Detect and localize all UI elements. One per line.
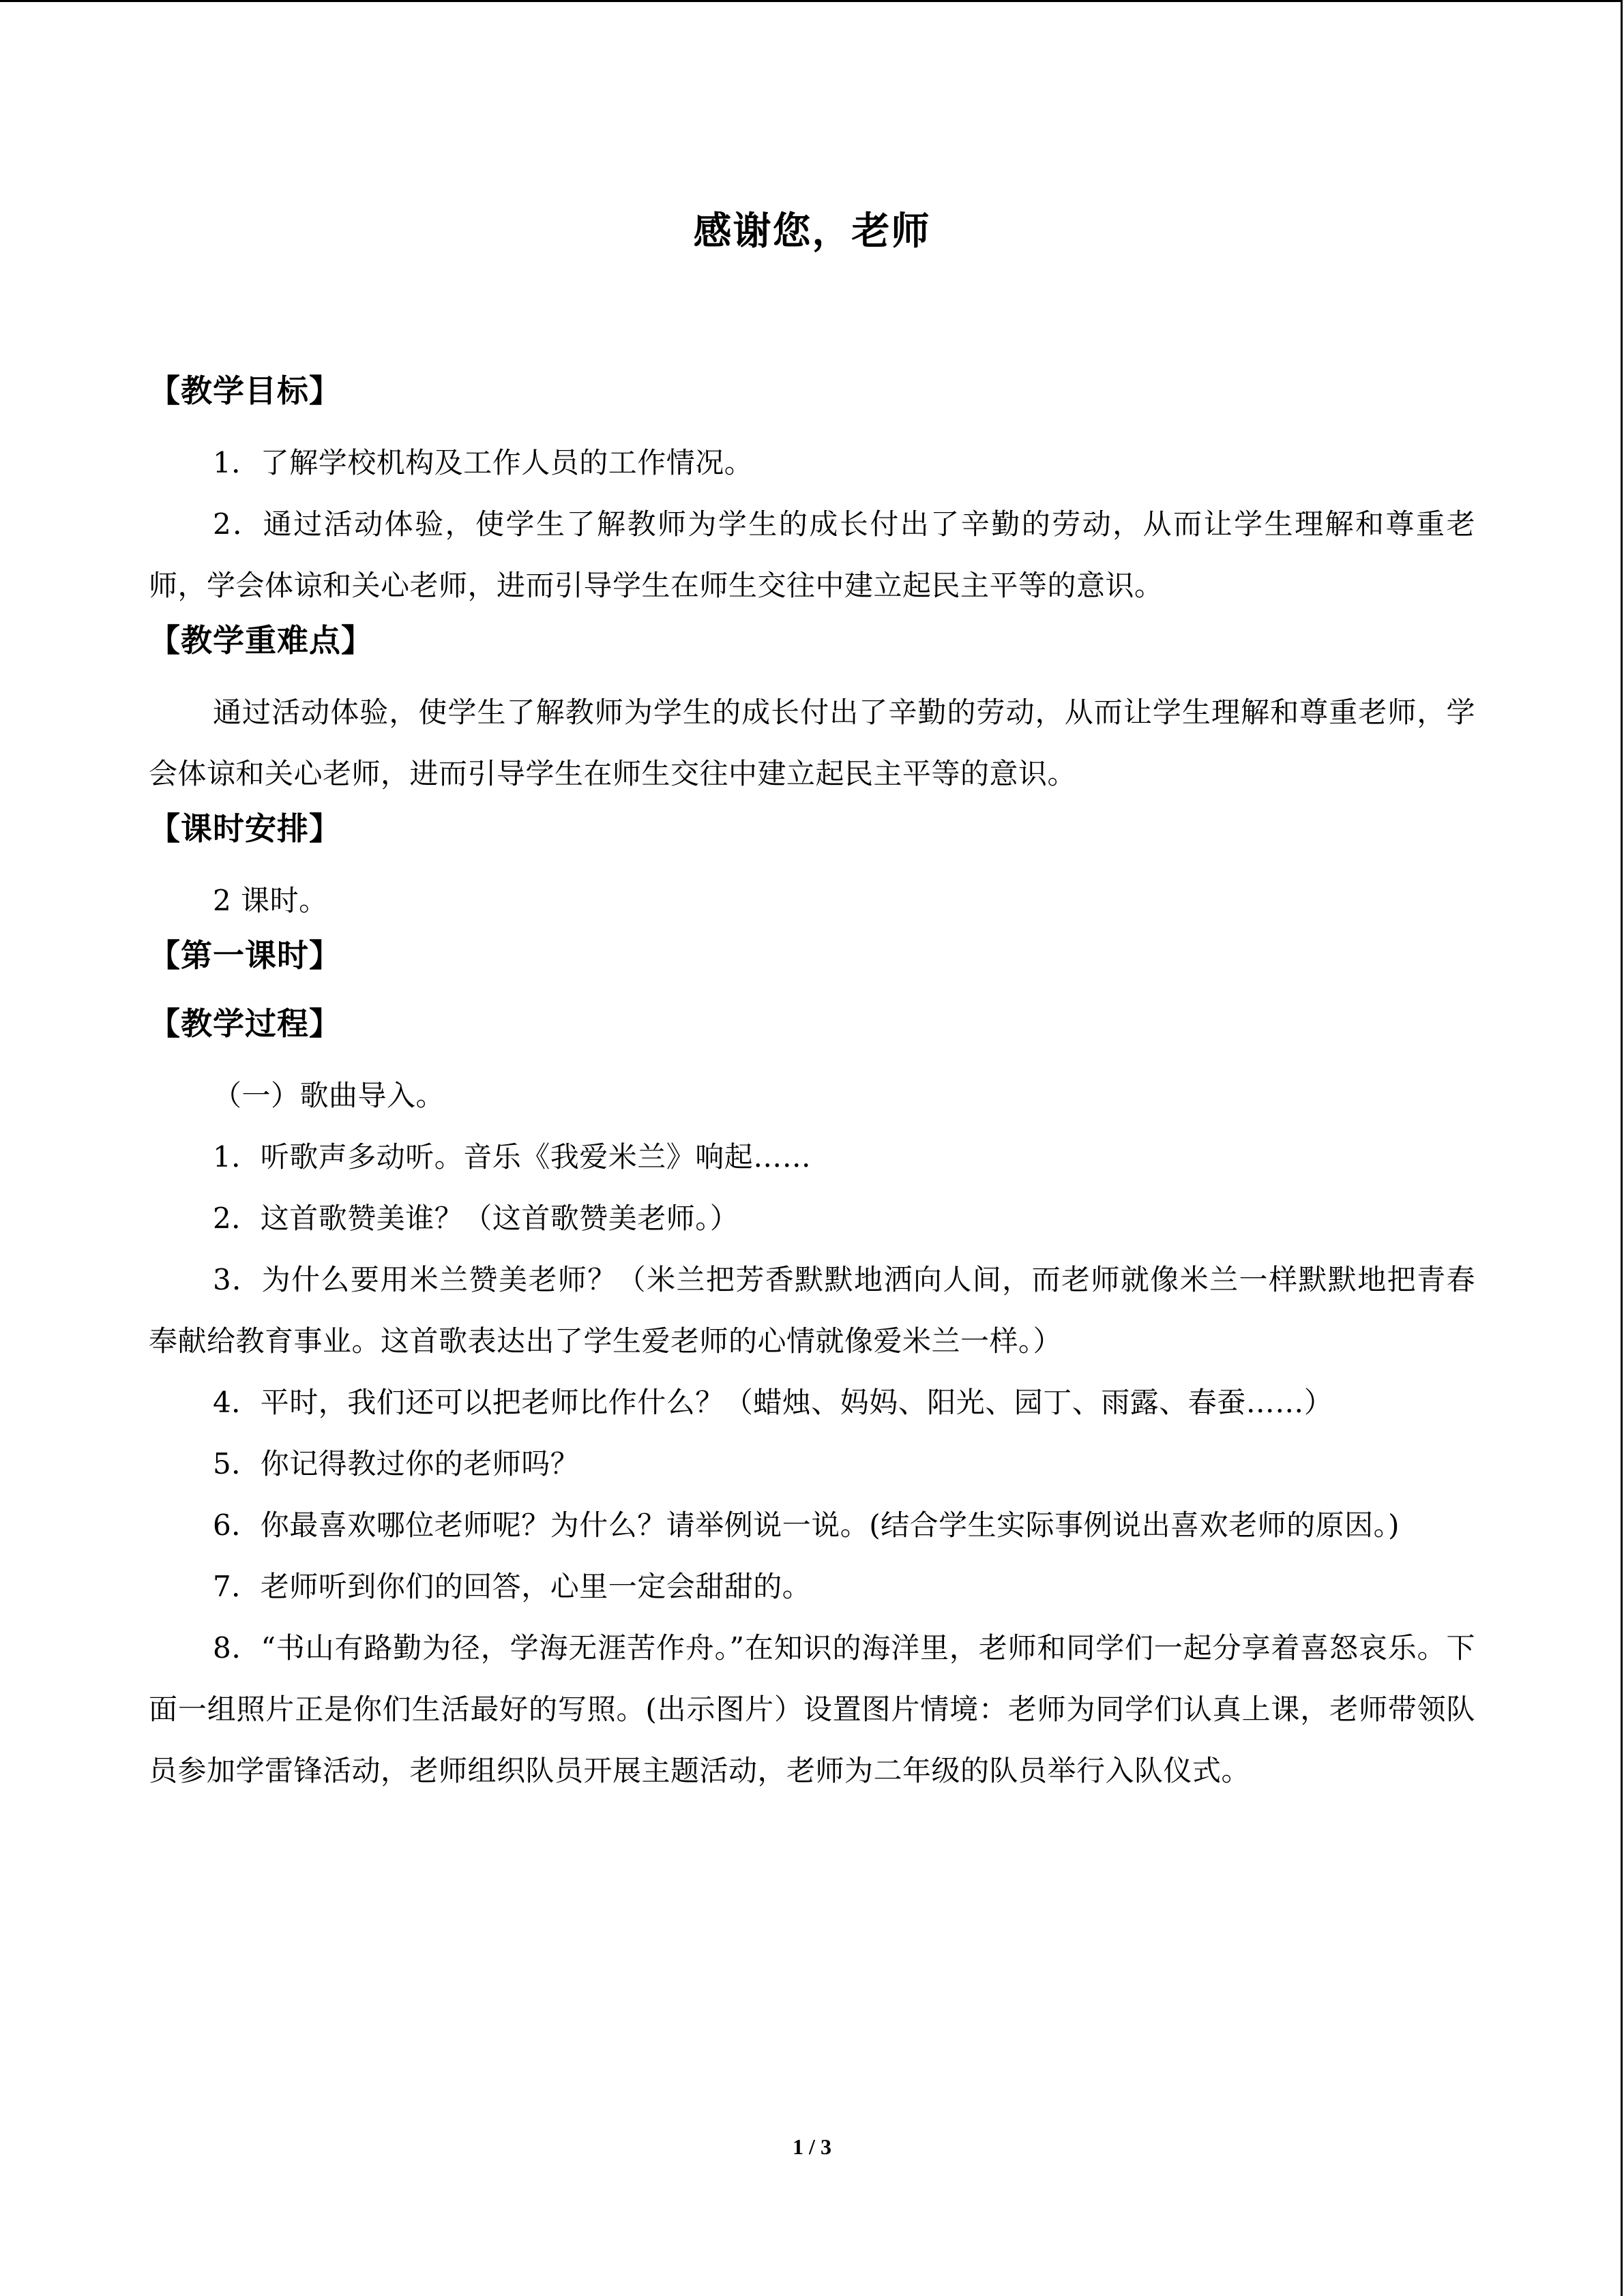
section-heading-process: 【教学过程】 xyxy=(149,1005,341,1042)
section-lesson-one xyxy=(149,931,1475,1000)
section-heading-lesson-one: 【第一课时】 xyxy=(149,937,341,974)
section-heading-goals: 【教学目标】 xyxy=(149,372,341,409)
schedule-text: 2 课时。 xyxy=(213,884,328,917)
page-number: 1 / 3 xyxy=(793,2134,831,2159)
goal-item: 1．了解学校机构及工作人员的工作情况。 xyxy=(213,446,754,479)
document-title: 感谢您，老师 xyxy=(693,209,931,254)
section-key-points xyxy=(149,616,1475,805)
process-item: 3．为什么要用米兰赞美老师？（米兰把芳香默默地洒向人间，而老师就像米兰一样默默地把青春奉献给教育事业。这首歌表达出了学生爱老师的心情就像爱米兰一样。） xyxy=(149,1263,1475,1358)
document-body xyxy=(149,205,1475,1802)
process-item: 6．你最喜欢哪位老师呢？为什么？请举例说一说。(结合学生实际事例说出喜欢老师的原因。) xyxy=(213,1508,1400,1542)
goal-item: 2．通过活动体验，使学生了解教师为学生的成长付出了辛勤的劳动，从而让学生理解和尊重老师，学会体谅和关心老师，进而引导学生在师生交往中建立起民主平等的意识。 xyxy=(149,507,1475,602)
section-heading-key-points: 【教学重难点】 xyxy=(149,622,373,659)
section-schedule xyxy=(149,805,1475,931)
process-item: 4．平时，我们还可以把老师比作什么？（蜡烛、妈妈、阳光、园丁、雨露、春蚕……） xyxy=(213,1386,1333,1419)
section-teaching-goals xyxy=(149,367,1475,616)
process-item: 5．你记得教过你的老师吗？ xyxy=(213,1447,580,1480)
process-item: （一）歌曲导入。 xyxy=(213,1079,445,1112)
process-item: 8．“书山有路勤为径，学海无涯苦作舟。”在知识的海洋里，老师和同学们一起分享着喜怒哀乐。下面一组照片正是你们生活最好的写照。(出示图片）设置图片情境：老师为同学们认真上课，老师带领队员参加学雷锋活动，老师组织队员开展主题活动，老师为二年级的队员举行入队仪式。 xyxy=(149,1631,1475,1787)
process-item: 2．这首歌赞美谁？（这首歌赞美老师。） xyxy=(213,1202,739,1235)
key-points-text: 通过活动体验，使学生了解教师为学生的成长付出了辛勤的劳动，从而让学生理解和尊重老师，学会体谅和关心老师，进而引导学生在师生交往中建立起民主平等的意识。 xyxy=(149,696,1475,790)
section-heading-schedule: 【课时安排】 xyxy=(149,810,341,847)
process-item: 7．老师听到你们的回答，心里一定会甜甜的。 xyxy=(213,1570,812,1603)
process-item: 1．听歌声多动听。音乐《我爱米兰》响起…… xyxy=(213,1140,812,1174)
section-process xyxy=(149,1000,1475,1802)
